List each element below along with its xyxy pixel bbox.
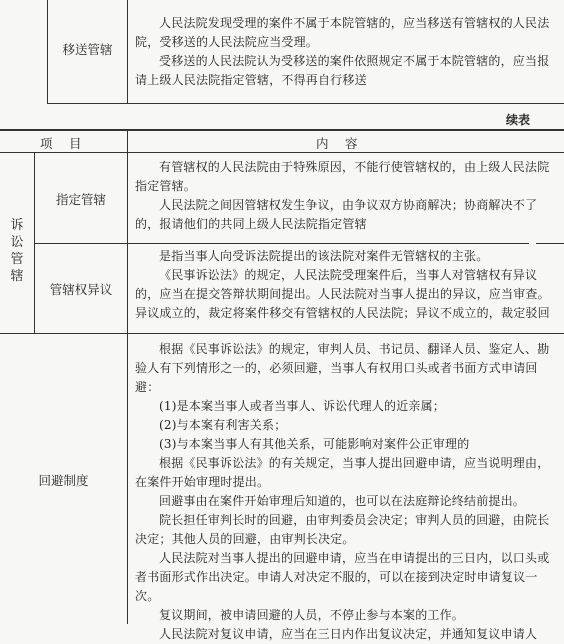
border-line [127,0,128,104]
content-paragraph: 是指当事人向受诉法院提出的该法院对案件无管辖权的主张。 [159,249,489,263]
header-item: 项 目 [40,136,84,151]
recusal-content [135,340,555,644]
content-paragraph: 受移送的人民法院认为受移送的案件依照规定不属于本院管辖的，应当报请上级人民法院指定管辖，不得再自行移送 [135,54,550,87]
list-item: (2)与本案有利害关系； [159,418,287,432]
header-bottom-border [0,152,564,153]
header-content: 内 容 [316,136,360,151]
row-label-objection: 管辖权异议 [49,282,113,297]
row-border-tail [536,243,564,244]
border-line [47,103,564,104]
list-item: (1)是本案当事人或者当事人、诉讼代理人的近亲属； [159,399,445,413]
content-paragraph: 回避事由在案件开始审理后知道的，也可以在法庭辩论终结前提出。 [159,494,526,508]
transfer-content [135,14,555,90]
table-top-border [0,129,564,131]
continued-label: 续表 [506,113,531,127]
row-label-transfer: 移送管辖 [62,42,113,57]
content-paragraph: 根据《民事诉讼法》的规定，审判人员、书记员、翻译人员、鉴定人、勘验人有下列情形之一的，必须回避，当事人有权用口头或者书面方式申请回避： [135,342,550,394]
content-paragraph: 人民法院之间因管辖权发生争议，由争议双方协商解决；协商解决不了的，报请他们的共同上级人民法院指定管辖 [135,198,538,231]
content-paragraph: 人民法院发现受理的案件不属于本院管辖的，应当移送有管辖权的人民法院，受移送的人民法院应当受理。 [135,16,550,49]
content-paragraph: 复议期间，被申请回避的人员，不停止参与本案的工作。 [159,608,465,622]
content-paragraph: 人民法院对复议申请，应当在三日内作出复议决定，并通知复议申请人 [159,627,538,641]
content-paragraph: 根据《民事诉讼法》的有关规定，当事人提出回避申请，应当说明理由，在案件开始审理时提出。 [135,456,550,489]
content-paragraph: 《民事诉讼法》的规定，人民法院受理案件后，当事人对管辖权有异议的，应当在提交答辩状期间提出。人民法院对当事人提出的异议，应当审查。异议成立的，裁定将案件移交有管辖权的人民法院；异议不成立的，裁定驳回 [135,268,550,320]
group-label-litigation-jurisdiction: 诉讼管辖 [10,218,24,284]
designated-content [135,158,555,234]
content-paragraph: 人民法院对当事人提出的回避申请，应当在申请提出的三日内，以口头或者书面形式作出决定。申请人对决定不服的，可以在接到决定时申请复议一次。 [135,551,550,603]
objection-content [135,247,555,323]
content-paragraph: 有管辖权的人民法院由于特殊原因，不能行使管辖权的，由上级人民法院指定管辖。 [135,160,550,193]
row-label-designated: 指定管辖 [55,192,106,207]
list-item: (3)与本案当事人有其他关系，可能影响对案件公正审理的 [159,437,470,451]
column-divider [127,129,128,624]
row-border [34,243,529,244]
content-paragraph: 院长担任审判长时的回避，由审判委员会决定；审判人员的回避，由院长决定；其他人员的回避，由审判长决定。 [135,513,550,546]
row-label-recusal: 回避制度 [38,473,89,488]
row-border [0,333,564,334]
